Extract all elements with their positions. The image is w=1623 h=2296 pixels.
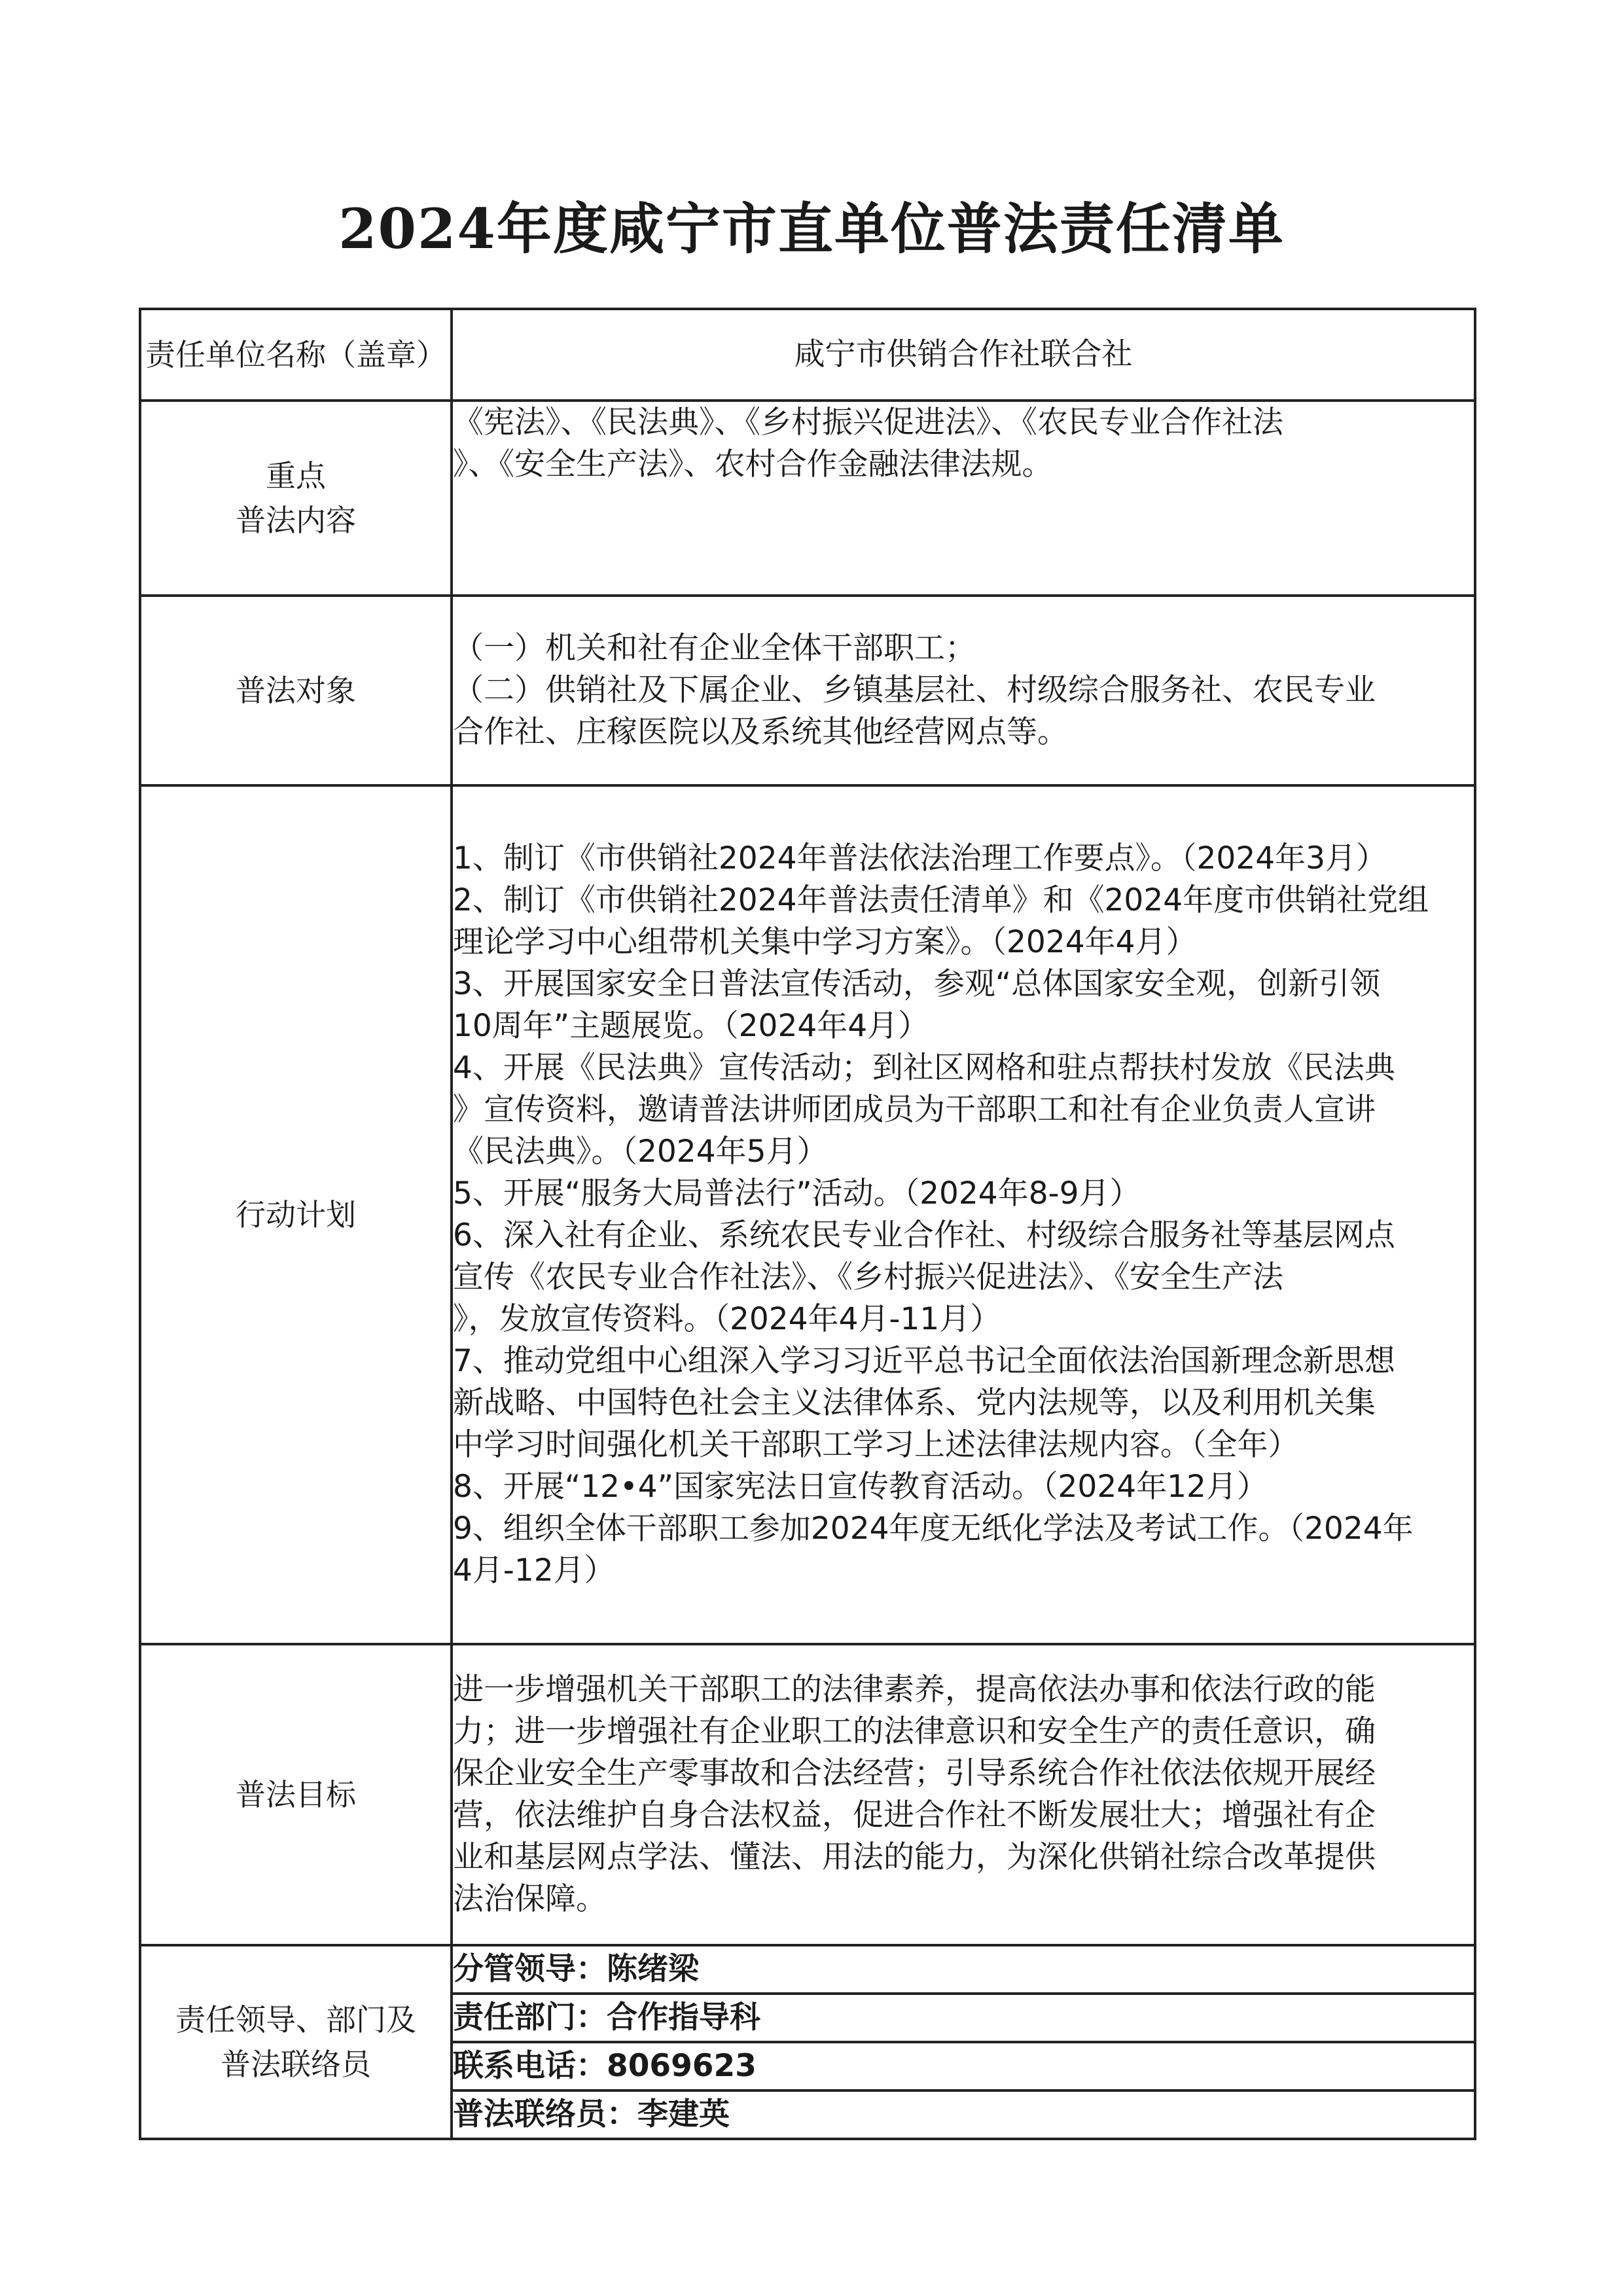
goals-line: 营，依法维护自身合法权益，促进合作社不断发展壮大；增强社有企 [453, 1797, 1376, 1833]
responsibility-table [139, 308, 1476, 2140]
row-contact-leader [140, 1945, 1475, 1994]
value-unit: 咸宁市供销合作社联合社 [452, 309, 1475, 401]
contact-department: 责任部门：合作指导科 [452, 1994, 1475, 2042]
plan-line: 8、开展“12•4”国家宪法日宣传教育活动。（2024年12月） [453, 1469, 1268, 1505]
plan-line: 1、制订《市供销社2024年普法依法治理工作要点》。（2024年3月） [453, 840, 1387, 876]
plan-line: 新战略、中国特色社会主义法律体系、党内法规等，以及利用机关集 [453, 1385, 1376, 1421]
label-contacts [140, 1945, 452, 2139]
targets-line: 合作社、庄稼医院以及系统其他经营网点等。 [453, 714, 1068, 750]
label-unit: 责任单位名称（盖章） [140, 309, 452, 401]
label-content-line-1: 重点 [266, 458, 326, 493]
content-line: 《宪法》、《民法典》、《乡村振兴促进法》、《农民专业合作社法 [453, 404, 1283, 440]
contact-phone: 联系电话：8069623 [452, 2042, 1475, 2090]
plan-line: 》宣传资料，邀请普法讲师团成员为干部职工和社有企业负责人宣讲 [453, 1092, 1376, 1128]
label-targets: 普法对象 [140, 596, 452, 785]
row-targets [140, 596, 1475, 785]
row-unit [140, 309, 1475, 401]
plan-line: 》，发放宣传资料。（2024年4月-11月） [453, 1301, 1001, 1337]
goals-line: 保企业安全生产零事故和合法经营；引导系统合作社依法依规开展经 [453, 1755, 1376, 1791]
goals-line: 进一步增强机关干部职工的法律素养，提高依法办事和依法行政的能 [453, 1672, 1376, 1708]
plan-line: 10周年”主题展览。（2024年4月） [453, 1008, 929, 1044]
plan-line: 2、制订《市供销社2024年普法责任清单》和《2024年度市供销社党组 [453, 882, 1429, 918]
plan-line: 9、组织全体干部职工参加2024年度无纸化学法及考试工作。（2024年 [453, 1511, 1414, 1547]
row-content [140, 401, 1475, 596]
targets-line: （二）供销社及下属企业、乡镇基层社、村级综合服务社、农民专业 [453, 672, 1376, 708]
label-content [140, 401, 452, 596]
plan-line: 6、深入社有企业、系统农民专业合作社、村级综合服务社等基层网点 [453, 1217, 1395, 1253]
label-goals: 普法目标 [140, 1644, 452, 1945]
row-plan [140, 785, 1475, 1644]
goals-line: 法治保障。 [453, 1881, 607, 1917]
plan-line: 4、开展《民法典》宣传活动；到社区网格和驻点帮扶村发放《民法典 [453, 1050, 1395, 1086]
plan-line: 3、开展国家安全日普法宣传活动，参观“总体国家安全观，创新引领 [453, 966, 1381, 1002]
targets-line: （一）机关和社有企业全体干部职工； [453, 630, 976, 666]
contact-leader: 分管领导：陈绪梁 [452, 1945, 1475, 1994]
row-goals [140, 1644, 1475, 1945]
plan-line: 宣传《农民专业合作社法》、《乡村振兴促进法》、《安全生产法 [453, 1259, 1283, 1295]
label-content-line-2: 普法内容 [236, 503, 356, 538]
plan-line: 《民法典》。（2024年5月） [453, 1134, 828, 1170]
label-contacts-line-1: 责任领导、部门及 [175, 2002, 416, 2037]
goals-line: 力；进一步增强社有企业职工的法律意识和安全生产的责任意识，确 [453, 1713, 1376, 1749]
value-plan [452, 785, 1475, 1644]
plan-line: 5、开展“服务大局普法行”活动。（2024年8-9月） [453, 1175, 1141, 1211]
content-line: 》、《安全生产法》、农村合作金融法律法规。 [453, 446, 1053, 482]
value-goals [452, 1644, 1475, 1945]
page-title: 2024年度咸宁市直单位普法责任清单 [338, 196, 1285, 261]
plan-line: 4月-12月） [453, 1552, 615, 1588]
label-contacts-line-2: 普法联络员 [221, 2047, 371, 2082]
value-content [452, 401, 1475, 596]
plan-line: 理论学习中心组带机关集中学习方案》。（2024年4月） [453, 924, 1197, 960]
contact-liaison: 普法联络员：李建英 [452, 2090, 1475, 2139]
plan-line: 7、推动党组中心组深入学习习近平总书记全面依法治国新理念新思想 [453, 1343, 1395, 1379]
plan-line: 中学习时间强化机关干部职工学习上述法律法规内容。（全年） [453, 1427, 1299, 1463]
goals-line: 业和基层网点学法、懂法、用法的能力，为深化供销社综合改革提供 [453, 1839, 1376, 1875]
label-plan: 行动计划 [140, 785, 452, 1644]
value-targets [452, 596, 1475, 785]
